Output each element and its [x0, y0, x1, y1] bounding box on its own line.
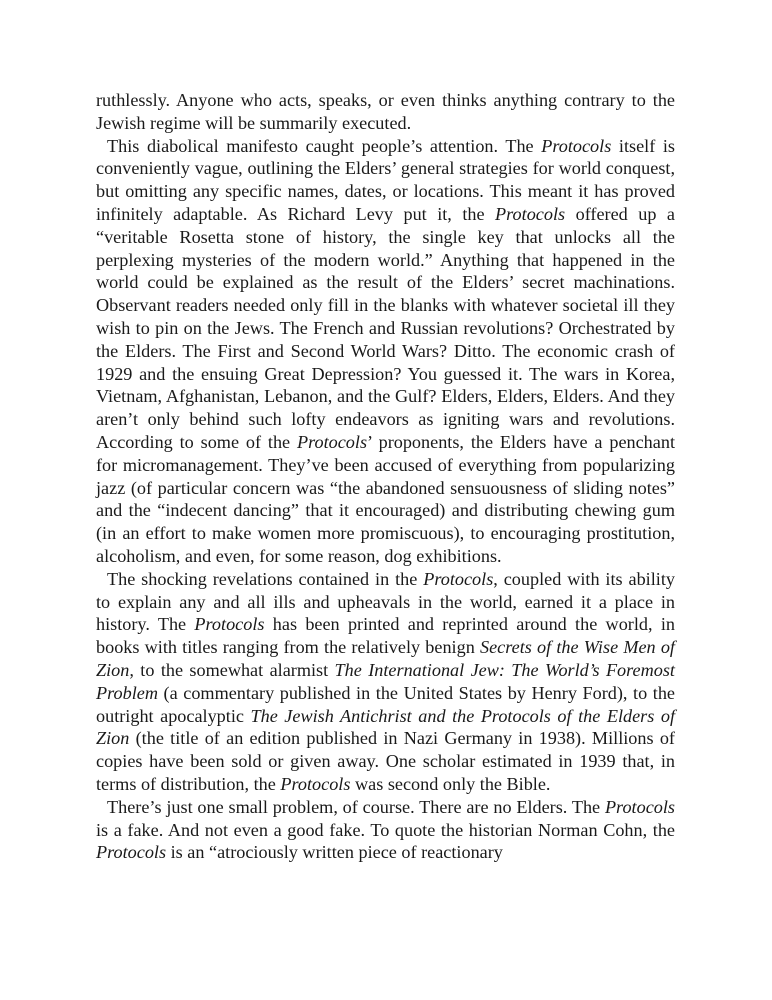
paragraph-diabolical-manifesto [96, 135, 675, 568]
text-run: (the title of an edition published in Nazi Germany in 1938). Millions of copies have been sold or given away. One scholar estimated in 1939 that, in terms of distribution, the [96, 728, 675, 794]
italic-title-protocols: Protocols [194, 614, 265, 635]
italic-title-protocols: Protocols [296, 431, 368, 452]
italic-book-title: The Jewish Antichrist and the Protocols of the Elders of Zion [96, 705, 675, 749]
text-run: (a commentary published in the United States by Henry Ford), to the outright apocalyptic [96, 682, 675, 726]
italic-title-protocols: Protocols [96, 842, 167, 863]
italic-title-protocols: Protocols [541, 135, 612, 156]
italic-title-protocols: Protocols [604, 796, 675, 817]
text-run: ’ proponents, the Elders have a penchant for micromanagement. They’ve been accused of everything from popularizing jazz (of particular concern was “the abandoned sensuousness of sliding notes” and the “indecent dancing” that it encouraged) and distributing chewing gum (in an effort to make women more promiscuous), to encouraging prostitution, alcoholism, and even, for some reason, dog exhibitions. [96, 431, 675, 566]
text-run: itself is conveniently vague, outlining the Elders’ general strategies for world conquest, but omitting any specific names, dates, or locations. This meant it has proved infinitely adaptable. As Richard Levy put it, the [96, 135, 675, 224]
italic-title-protocols: Protocols [495, 203, 566, 224]
paragraph-one-small-problem [96, 796, 675, 864]
text-run: offered up a “veritable Rosetta stone of history, the single key that unlocks all the perplexing mysteries of the modern world.” Anything that happened in the world could be explained as the result of the Elders’ secret machinations. Observant readers needed only fill in the blanks with whatever societal ill they wish to pin on the Jews. The French and Russian revolutions? Orchestrated by the Elders. The First and Second World Wars? Ditto. The economic crash of 1929 and the ensuing Great Depression? You guessed it. The wars in Korea, Vietnam, Afghanistan, Lebanon, and the Gulf? Elders, Elders, Elders. And they aren’t only behind such lofty endeavors as igniting wars and revolutions. According to some of the [96, 203, 675, 452]
text-run: There’s just one small problem, of course. There are no Elders. The [107, 796, 605, 817]
text-run: This diabolical manifesto caught people’s attention. The [107, 135, 542, 156]
italic-title-protocols: Protocols [423, 568, 494, 589]
italic-title-protocols: Protocols [280, 773, 351, 794]
text-run: , coupled with its ability to explain any and all ills and upheavals in the world, earned it a place in history. The [96, 568, 675, 635]
italic-book-title: The International Jew: The World’s Foremost Problem [96, 659, 675, 703]
text-run: ruthlessly. Anyone who acts, speaks, or even thinks anything contrary to the Jewish regime will be summarily executed. [96, 90, 675, 133]
text-run: was second only the Bible. [350, 773, 551, 794]
text-run: is a fake. And not even a good fake. To quote the historian Norman Cohn, the [96, 819, 675, 840]
text-run: has been printed and reprinted around the world, in books with titles ranging from the relatively benign [96, 614, 675, 658]
text-run: The shocking revelations contained in the [107, 568, 424, 589]
text-run: is an “atrociously written piece of reactionary [166, 842, 503, 863]
book-page [96, 89, 675, 864]
italic-book-title: Secrets of the Wise Men of Zion, [96, 637, 675, 680]
paragraph-shocking-revelations [96, 568, 675, 796]
paragraph-continuation [96, 89, 675, 135]
text-run: to the somewhat alarmist [133, 659, 335, 680]
